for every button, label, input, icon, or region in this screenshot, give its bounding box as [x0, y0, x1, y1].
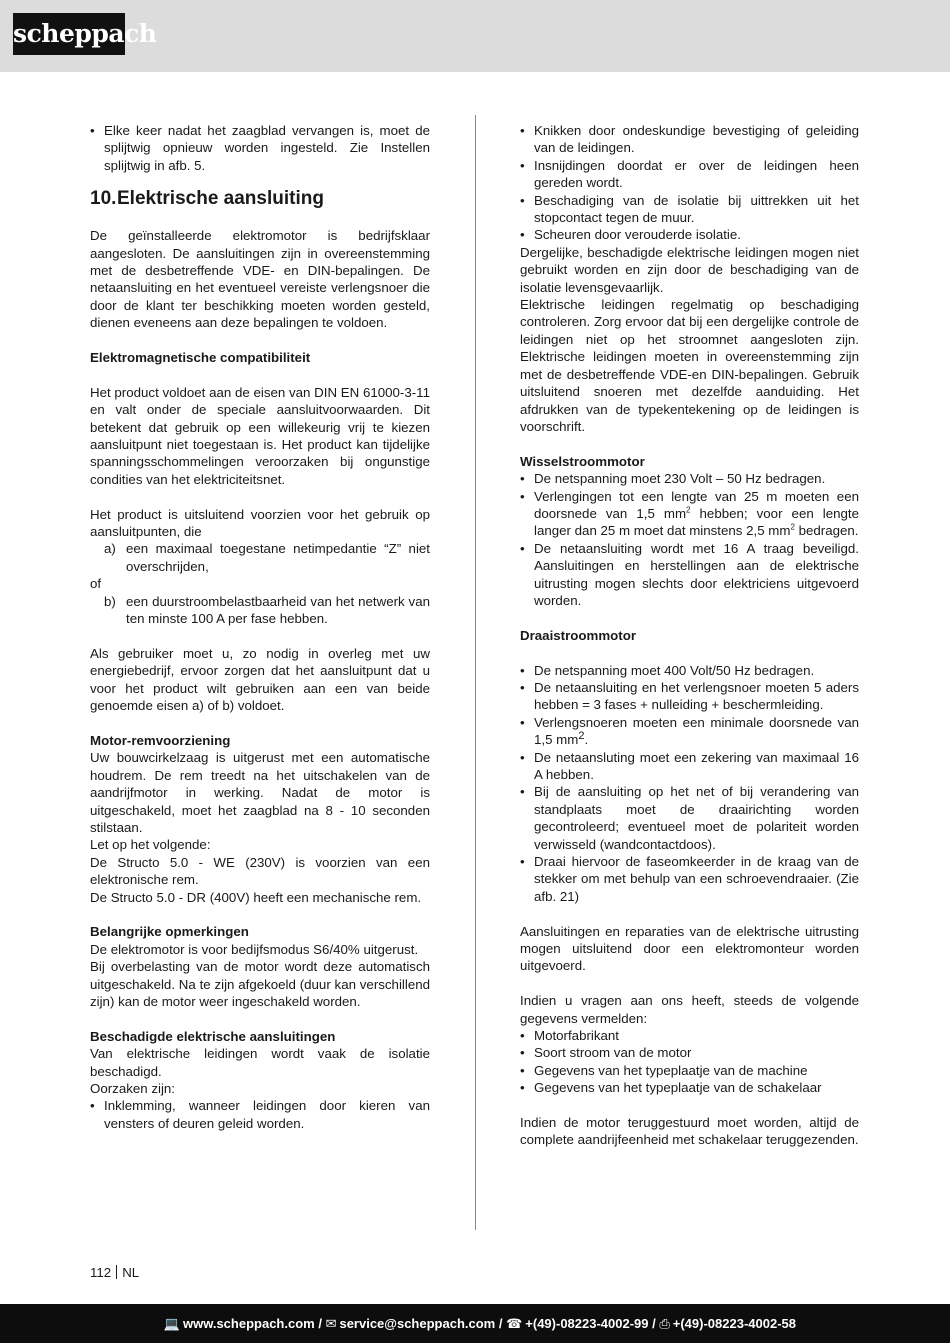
subheading-notes: Belangrijke opmerkingen: [90, 924, 249, 940]
list-item: • De netaansluting moet een zekering van maximaal 16 A hebben.: [520, 749, 859, 784]
paragraph: Aansluitingen en reparaties van de elektrische uitrusting mogen uitsluitend door een elektromonteur worden uitgevoerd.: [520, 923, 859, 974]
page-language: NL: [122, 1265, 140, 1280]
list-item: • Beschadiging van de isolatie bij uittrekken uit het stopcontact tegen de muur.: [520, 192, 859, 227]
paragraph: De elektromotor is voor bedijfsmodus S6/40% uitgerust.: [90, 941, 419, 957]
left-column: [90, 122, 430, 1132]
paragraph: Het product voldoet aan de eisen van DIN EN 61000-3-11 en valt onder de speciale aansluitvoorwaarden. Dit betekent dat gebruik op een willekeurig vrij te kiezen aansluitpunt niet toegestaan is. Het product kan tijdelijke spanningsschommelingen veroorzaken bij ongunstige condities van het elektriciteitsnet.: [90, 384, 430, 487]
section-title: Elektrische aansluiting: [117, 188, 324, 210]
paragraph: Oorzaken zijn:: [90, 1081, 175, 1097]
paragraph: Van elektrische leidingen wordt vaak de isolatie beschadigd.: [90, 1046, 430, 1079]
list-item: • Scheuren door verouderde isolatie.: [520, 226, 859, 243]
page-header: [0, 0, 950, 72]
subheading-emc: Elektromagnetische compatibiliteit: [90, 350, 311, 366]
footer-fax: +(49)-08223-4002-58: [672, 1316, 796, 1331]
list-text: bedragen.: [794, 523, 859, 539]
computer-icon: 💻: [163, 1316, 180, 1331]
list-item: • Bij de aansluiting op het net of bij verandering van standplaats moet de draairichting worden gecontroleerd; eventueel moet de polariteit worden verwisseld (wandcontactdoos).: [520, 783, 859, 853]
superscript: 2: [578, 730, 585, 743]
subheading-brake: Motor-remvoorziening: [90, 732, 231, 748]
paragraph: Bij overbelasting van de motor wordt deze automatisch uitgeschakeld. Na te zijn afgekoeld (duur kan verschillend zijn) kan de motor weer ingeschakeld worden.: [90, 959, 430, 1009]
list-label: a): [104, 541, 116, 557]
right-column: [520, 122, 859, 1149]
fax-icon: ⎙: [659, 1316, 670, 1331]
page-footer: [0, 1304, 950, 1343]
paragraph: Indien u vragen aan ons heeft, steeds de volgende gegevens vermelden:: [520, 993, 859, 1026]
list-item: • Draai hiervoor de faseomkeerder in de kraag van de stekker om met behulp van een schroevendraaier. (Zie afb. 21): [520, 853, 859, 905]
list-item: [520, 488, 859, 540]
paragraph: Uw bouwcirkelzaag is uitgerust met een automatische houdrem. De rem treedt na het uitschakelen van de aandrijfmotor in werking. Nadat de motor is uitgeschakeld, moet het zaagblad na 8 - 10 seconden stilstaan.: [90, 750, 430, 835]
paragraph: De geïnstalleerde elektromotor is bedrijfsklaar aangesloten. De aansluitingen zijn in overeenstemming met de desbetreffende VDE- en DIN-bepalingen. De netaansluiting en het eventueel vereiste verlengsnoer die door de klant ter beschikking moeten worden gesteld, dienen eveneens aan deze bepalingen te voldoen.: [90, 228, 430, 331]
list-text: .: [584, 732, 589, 748]
section-heading: [90, 188, 430, 210]
footer-email-link[interactable]: service@scheppach.com: [339, 1316, 496, 1331]
paragraph: De Structo 5.0 - DR (400V) heeft een mechanische rem.: [90, 889, 422, 905]
list-item: • Elke keer nadat het zaagblad vervangen is, moet de splijtwig opnieuw worden ingesteld. Zie Instellen splijtwig in afb. 5.: [90, 122, 430, 174]
list-text: hebben; voor een lengte langer dan 25 m moet dat minstens 2,5 mm: [534, 505, 859, 539]
list-item: • Soort stroom van de motor: [520, 1044, 859, 1061]
paragraph: Dergelijke, beschadigde elektrische leidingen mogen niet gebruikt worden en zijn door de beschadiging van de isolatie levensgevaarlijk.: [520, 244, 859, 295]
footer-website-link[interactable]: www.scheppach.com: [182, 1316, 315, 1331]
list-item: • Insnijdingen doordat er over de leidingen heen gereden wordt.: [520, 157, 859, 192]
footer-separator: /: [495, 1316, 507, 1331]
list-text: een duurstroombelastbaarheid van het netwerk van ten minste 100 A per fase hebben.: [126, 593, 430, 627]
subheading-ac-motor: Wisselstroommotor: [520, 453, 645, 469]
list-text: Verlengsnoeren moeten een minimale doorsnede van 1,5 mm: [534, 714, 859, 748]
list-item: • Motorfabrikant: [520, 1027, 859, 1044]
list-item: • Inklemming, wanneer leidingen door kieren van vensters of deuren geleid worden.: [90, 1097, 430, 1132]
list-item: • De netaansluiting en het verlengsnoer moeten 5 aders hebben = 3 fases + nulleiding + beschermleiding.: [520, 679, 859, 714]
list-item: • Knikken door ondeskundige bevestiging of geleiding van de leidingen.: [520, 122, 859, 157]
paragraph: Als gebruiker moet u, zo nodig in overleg met uw energiebedrijf, ervoor zorgen dat het aansluitpunt dat u voor het product wilt gebruiken aan een van beide genoemde eisen a) of b) voldoet.: [90, 645, 430, 714]
superscript: 2: [686, 505, 691, 515]
list-item: • De netaansluiting wordt met 16 A traag beveiligd. Aansluitingen en herstellingen aan de elektrische uitrusting mogen slechts door elektriciens uitgevoerd worden.: [520, 540, 859, 610]
list-item: [90, 540, 430, 575]
footer-separator: /: [314, 1316, 326, 1331]
footer-separator: /: [648, 1316, 660, 1331]
list-item: • De netspanning moet 400 Volt/50 Hz bedragen.: [520, 662, 859, 679]
column-divider: [475, 115, 476, 1230]
list-item: [520, 714, 859, 749]
list-item: • Gegevens van het typeplaatje van de machine: [520, 1062, 859, 1079]
mail-icon: ✉: [325, 1316, 337, 1331]
scheppach-logo: scheppach: [13, 13, 125, 55]
paragraph: Let op het volgende:: [90, 837, 211, 853]
footer-phone: +(49)-08223-4002-99: [525, 1316, 649, 1331]
phone-icon: ☎: [506, 1316, 523, 1331]
page-number: [90, 1265, 139, 1280]
list-item: [90, 593, 430, 628]
paragraph: Indien de motor teruggestuurd moet worden, altijd de complete aandrijfeenheid met schakelaar teruggezenden.: [520, 1115, 859, 1148]
list-item: • Gegevens van het typeplaatje van de schakelaar: [520, 1079, 859, 1096]
superscript: 2: [790, 522, 795, 532]
list-item: • De netspanning moet 230 Volt – 50 Hz bedragen.: [520, 470, 859, 487]
paragraph: of: [90, 576, 102, 592]
subheading-damaged: Beschadigde elektrische aansluitingen: [90, 1028, 336, 1044]
paragraph: Elektrische leidingen regelmatig op beschadiging controleren. Zorg ervoor dat bij een dergelijke controle de leidingen niet op het stroomnet aangesloten zijn. Elektrische leidingen moeten in overeenstemming zijn met de desbetreffende VDE-en DIN-bepalingen. Gebruik uitsluitend snoeren met dezelfde aanduiding. Het afdrukken van de typekentekening op de leidingen is voorschrift.: [520, 297, 859, 434]
paragraph: Het product is uitsluitend voorzien voor het gebruik op aansluitpunten, die: [90, 506, 430, 540]
subheading-three-phase-motor: Draaistroommotor: [520, 627, 636, 643]
section-number: 10.: [90, 188, 117, 210]
paragraph: De Structo 5.0 - WE (230V) is voorzien van een elektronische rem.: [90, 854, 430, 888]
list-label: b): [104, 593, 116, 609]
list-text: een maximaal toegestane netimpedantie “Z” niet overschrijden,: [126, 541, 430, 574]
list-text: Verlengingen tot een lengte van 25 m moeten een doorsnede van 1,5 mm: [534, 488, 859, 521]
page-number-value: 112: [90, 1265, 112, 1280]
